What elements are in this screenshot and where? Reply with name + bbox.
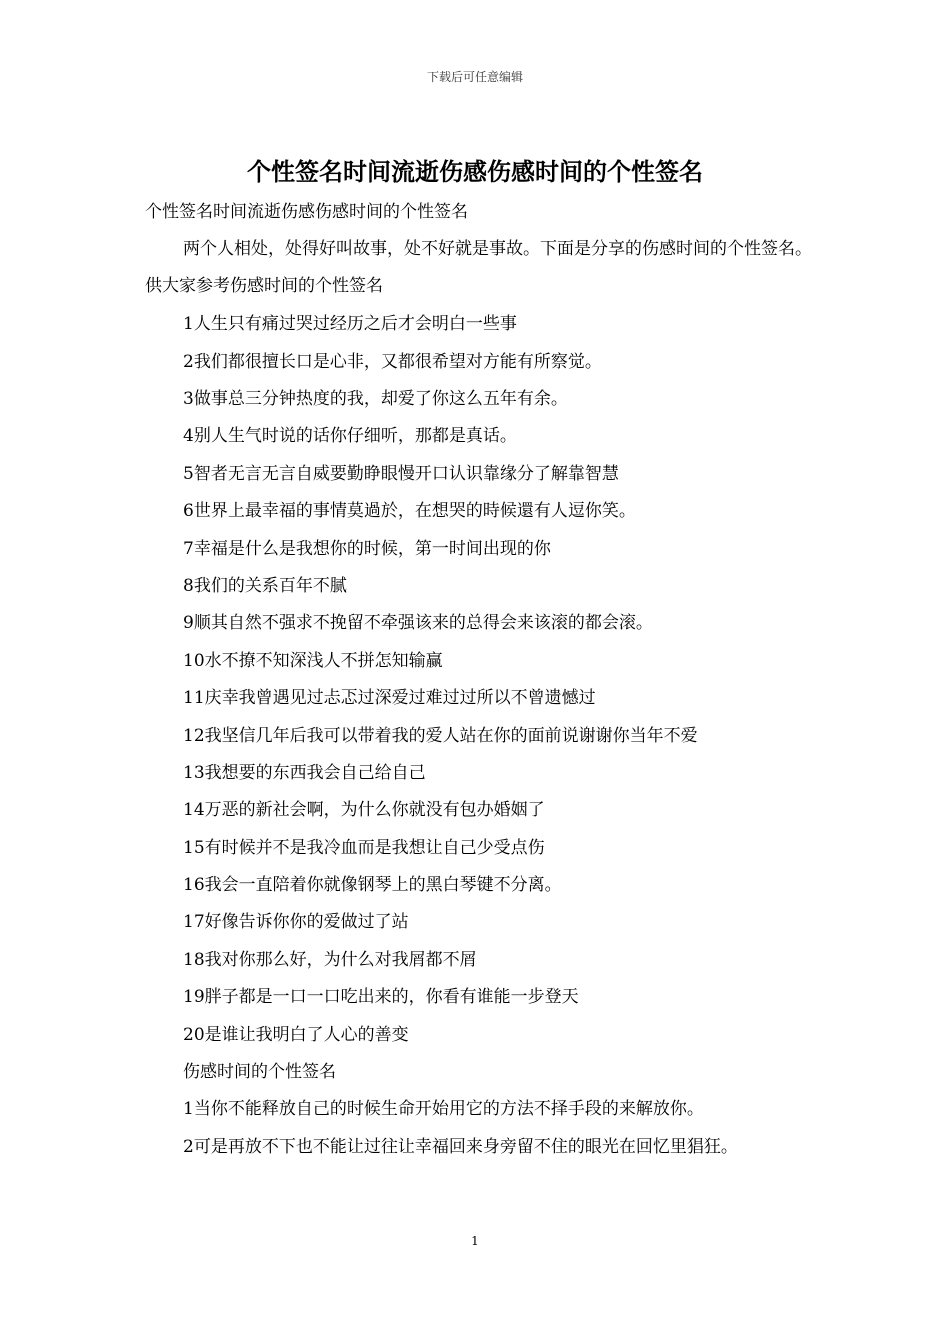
list-item: 2我们都很擅长口是心非，又都很希望对方能有所察觉。: [183, 351, 602, 372]
list-item: 20是谁让我明白了人心的善变: [183, 1024, 409, 1045]
list-item: 6世界上最幸福的事情莫過於，在想哭的時候還有人逗你笑。: [183, 501, 636, 522]
list-item: 1人生只有痛过哭过经历之后才会明白一些事: [183, 314, 517, 335]
list-item: 2可是再放不下也不能让过往让幸福回来身旁留不住的眼光在回忆里猖狂。: [183, 1136, 738, 1157]
document-title: 个性签名时间流逝伤感伤感时间的个性签名: [247, 157, 703, 186]
header-note: 下载后可任意编辑: [426, 70, 523, 84]
page-number: 1: [471, 1234, 479, 1248]
list-item: 16我会一直陪着你就像钢琴上的黑白琴键不分离。: [183, 875, 562, 896]
document-body: [145, 198, 825, 1170]
list-item: 3做事总三分钟热度的我，却爱了你这么五年有余。: [183, 388, 568, 409]
list-item: 8我们的关系百年不腻: [183, 575, 347, 596]
section-heading: 伤感时间的个性签名: [183, 1062, 336, 1083]
document-subtitle: 个性签名时间流逝伤感伤感时间的个性签名: [145, 202, 468, 222]
list-item: 19胖子都是一口一口吃出来的，你看有谁能一步登天: [183, 987, 579, 1008]
list-item: 11庆幸我曾遇见过忐忑过深爱过难过过所以不曾遗憾过: [183, 688, 596, 709]
list-item: 14万恶的新社会啊，为什么你就没有包办婚姻了: [183, 800, 545, 821]
list-item: 12我坚信几年后我可以带着我的爱人站在你的面前说谢谢你当年不爱: [183, 725, 698, 746]
list-item: 7幸福是什么是我想你的时候，第一时间出现的你: [183, 538, 551, 559]
list-item: 17好像告诉你你的爱做过了站: [183, 912, 409, 933]
list-item: 1当你不能释放自己的时候生命开始用它的方法不择手段的来解放你。: [183, 1099, 704, 1120]
list-item: 13我想要的东西我会自己给自己: [183, 762, 426, 783]
list-item: 10水不撩不知深浅人不拼怎知输赢: [183, 650, 443, 671]
list-item: 15有时候并不是我冷血而是我想让自己少受点伤: [183, 837, 545, 858]
list-item: 4别人生气时说的话你仔细听，那都是真话。: [183, 426, 517, 447]
intro-paragraph: 两个人相处，处得好叫故事，处不好就是事故。下面是分享的伤感时间的个性签名。供大家参考伤感时间的个性签名: [145, 238, 812, 297]
list-item: 18我对你那么好，为什么对我屑都不屑: [183, 949, 477, 970]
list-item: 9顺其自然不强求不挽留不牵强该来的总得会来该滚的都会滚。: [183, 613, 653, 634]
list-item: 5智者无言无言自威要勤睁眼慢开口认识靠缘分了解靠智慧: [183, 463, 619, 484]
